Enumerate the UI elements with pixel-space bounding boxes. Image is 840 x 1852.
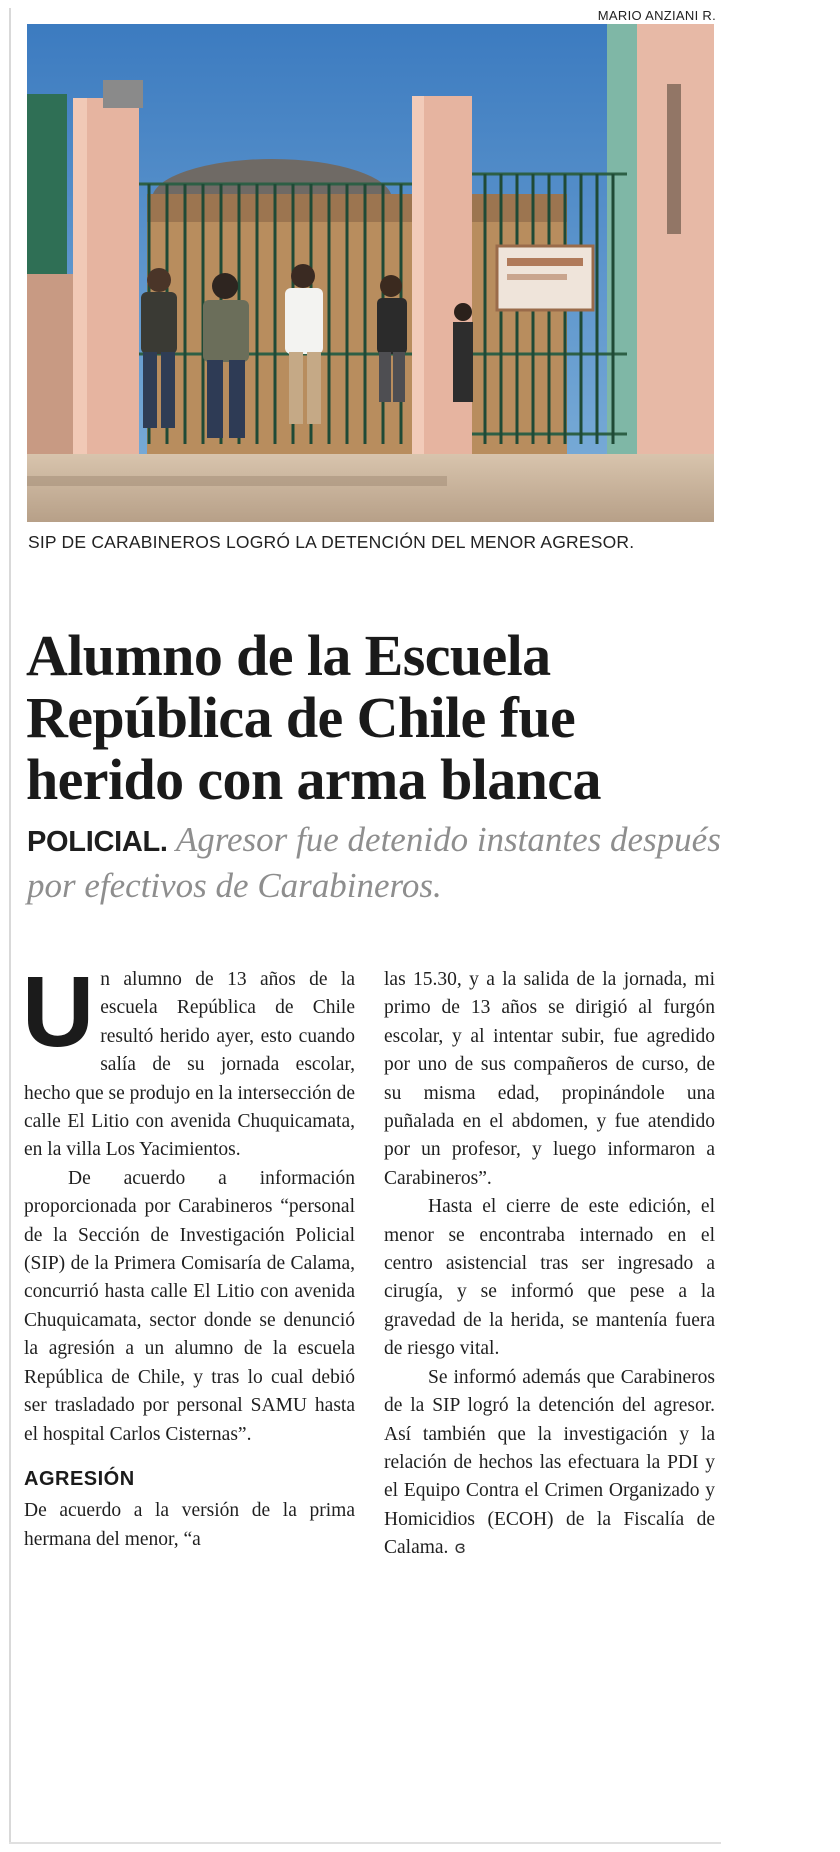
drop-cap: U bbox=[22, 956, 95, 1068]
bottom-rule bbox=[9, 1842, 721, 1844]
article-deck bbox=[27, 818, 727, 908]
school-gate-photo-icon bbox=[27, 24, 714, 522]
paragraph-text: Se informó además que Carabineros de la SIP logró la detención del agresor. Así también que la investigación y la relación de hechos las efectuara la PDI y el Equipo Contra el Crimen Organizado y Homicidios (ECOH) de la Fiscalía de Calama. bbox=[384, 1366, 715, 1559]
body-paragraph bbox=[22, 956, 355, 1165]
subhead-agresion: AGRESIÓN bbox=[24, 1467, 135, 1490]
photo-caption: SIP DE CARABINEROS LOGRÓ LA DETENCIÓN DEL MENOR AGRESOR. bbox=[28, 532, 635, 552]
deck-text: Agresor fue detenido instantes después por efectivos de Carabineros. bbox=[27, 820, 721, 905]
headline-line-2: República de Chile fue bbox=[26, 684, 576, 750]
body-paragraph: De acuerdo a la versión de la prima hermana del menor, “a bbox=[24, 1500, 355, 1550]
body-paragraph bbox=[384, 1364, 715, 1563]
article-photo bbox=[27, 24, 714, 522]
section-label: POLICIAL. bbox=[27, 826, 168, 858]
end-mark-icon: ɞ bbox=[454, 1538, 466, 1559]
article-headline bbox=[26, 622, 726, 812]
photo-credit: MARIO ANZIANI R. bbox=[597, 8, 716, 23]
body-column-1 bbox=[22, 956, 355, 1554]
body-paragraph: las 15.30, y a la salida de la jornada, mi primo de 13 años se dirigió al furgón escolar, y al intentar subir, fue agredido por uno de sus compañeros de curso, de su misma edad, propinándole una puñalada en el abdomen, y fue atendido por un profesor, y luego informaron a Carabineros”. bbox=[384, 969, 715, 1189]
body-column-2 bbox=[384, 966, 715, 1563]
paragraph-text: n alumno de 13 años de la escuela República de Chile resultó herido ayer, esto cuando salía de su jornada escolar, hecho que se produjo en la intersección de calle El Litio con avenida Chuquicamata, en la villa Los Yacimientos. bbox=[24, 969, 355, 1161]
left-column-rule bbox=[9, 8, 11, 1844]
body-paragraph: Hasta el cierre de este edición, el menor se encontraba internado en el centro asistencial tras ser ingresado a cirugía, y se informó que pese a la gravedad de la herida, se mantenía fuera de riesgo vital. bbox=[384, 1196, 715, 1360]
headline-line-1: Alumno de la Escuela bbox=[26, 622, 551, 688]
headline-line-3: herido con arma blanca bbox=[26, 746, 601, 812]
body-paragraph: De acuerdo a información proporcionada por Carabineros “personal de la Sección de Investigación Policial (SIP) de la Primera Comisaría de Calama, concurrió hasta calle El Litio con avenida Chuquicamata, sector donde se denunció la agresión a un alumno de la escuela República de Chile, y tras lo cual debió ser trasladado por personal SAMU hasta el hospital Carlos Cisternas”. bbox=[24, 1167, 355, 1445]
